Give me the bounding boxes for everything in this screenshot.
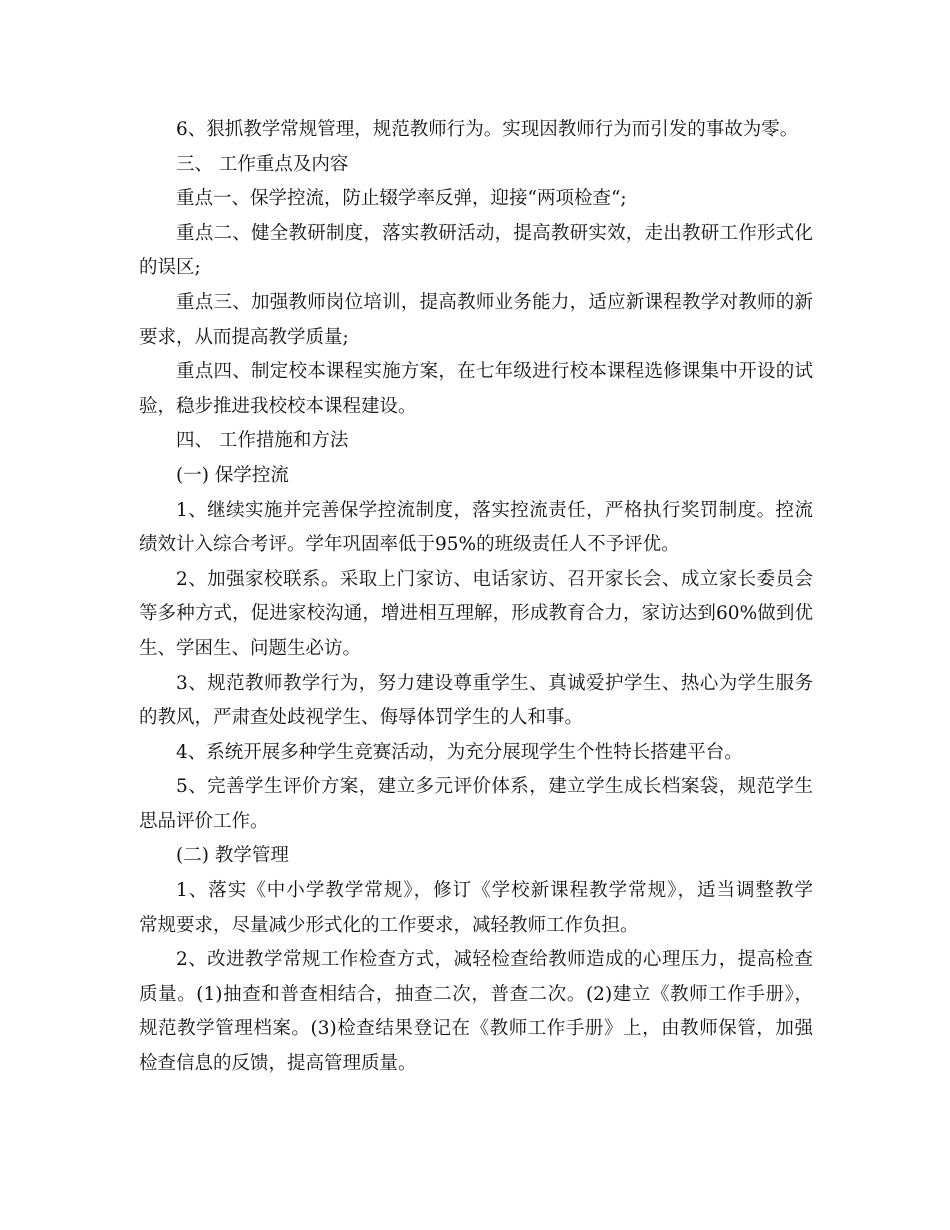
- text-line: 四、 工作措施和方法: [176, 430, 349, 452]
- text-line: 要求，从而提高教学质量;: [139, 326, 349, 348]
- text-line: 绩效计入综合考评。学年巩固率低于95%的班级责任人不予评优。: [139, 534, 680, 556]
- text-line: 验，稳步推进我校校本课程建设。: [139, 395, 417, 417]
- text-line: 2、加强家校联系。采取上门家访、电话家访、召开家长会、成立家长委员会: [176, 568, 813, 590]
- text-line: 重点一、保学控流，防止辍学率反弹，迎接“两项检查“;: [176, 188, 627, 210]
- text-line: 重点四、制定校本课程实施方案，在七年级进行校本课程选修课集中开设的试: [176, 361, 813, 383]
- text-line: (二) 教学管理: [176, 845, 289, 867]
- text-line: 思品评价工作。: [139, 810, 269, 832]
- document-body: [139, 113, 813, 1082]
- text-line: 的误区;: [139, 257, 201, 279]
- text-line: 1、继续实施并完善保学控流制度，落实控流责任，严格执行奖罚制度。控流: [176, 499, 813, 521]
- text-line: 4、系统开展多种学生竞赛活动，为充分展现学生个性特长搭建平台。: [176, 741, 743, 763]
- text-line: 重点三、加强教师岗位培训，提高教师业务能力，适应新课程教学对教师的新: [176, 291, 813, 313]
- text-line: 常规要求，尽量减少形式化的工作要求，减轻教师工作负担。: [139, 914, 639, 936]
- text-line: 质量。(1)抽查和普查相结合，抽查二次，普查二次。(2)建立《教师工作手册》，: [139, 983, 813, 1005]
- text-line: 1、落实《中小学教学常规》，修订《学校新课程教学常规》，适当调整教学: [176, 880, 813, 902]
- text-line: 5、完善学生评价方案，建立多元评价体系，建立学生成长档案袋，规范学生: [176, 776, 813, 798]
- text-line: 重点二、健全教研制度，落实教研活动，提高教研实效，走出教研工作形式化: [176, 222, 813, 244]
- text-line: 规范教学管理档案。(3)检查结果登记在《教师工作手册》上，由教师保管，加强: [139, 1018, 813, 1040]
- text-line: 的教风，严肃查处歧视学生、侮辱体罚学生的人和事。: [139, 707, 584, 729]
- text-line: (一) 保学控流: [176, 464, 289, 486]
- text-line: 三、 工作重点及内容: [176, 153, 349, 175]
- text-line: 生、学困生、问题生必访。: [139, 637, 362, 659]
- text-line: 3、规范教师教学行为，努力建设尊重学生、真诚爱护学生、热心为学生服务: [176, 672, 813, 694]
- text-line: 检查信息的反馈，提高管理质量。: [139, 1053, 417, 1075]
- text-line: 等多种方式，促进家校沟通，增进相互理解，形成教育合力，家访达到60%做到优: [139, 603, 813, 625]
- text-line: 2、改进教学常规工作检查方式，减轻检查给教师造成的心理压力，提高检查: [176, 949, 813, 971]
- text-line: 6、狠抓教学常规管理，规范教师行为。实现因教师行为而引发的事故为零。: [176, 119, 799, 140]
